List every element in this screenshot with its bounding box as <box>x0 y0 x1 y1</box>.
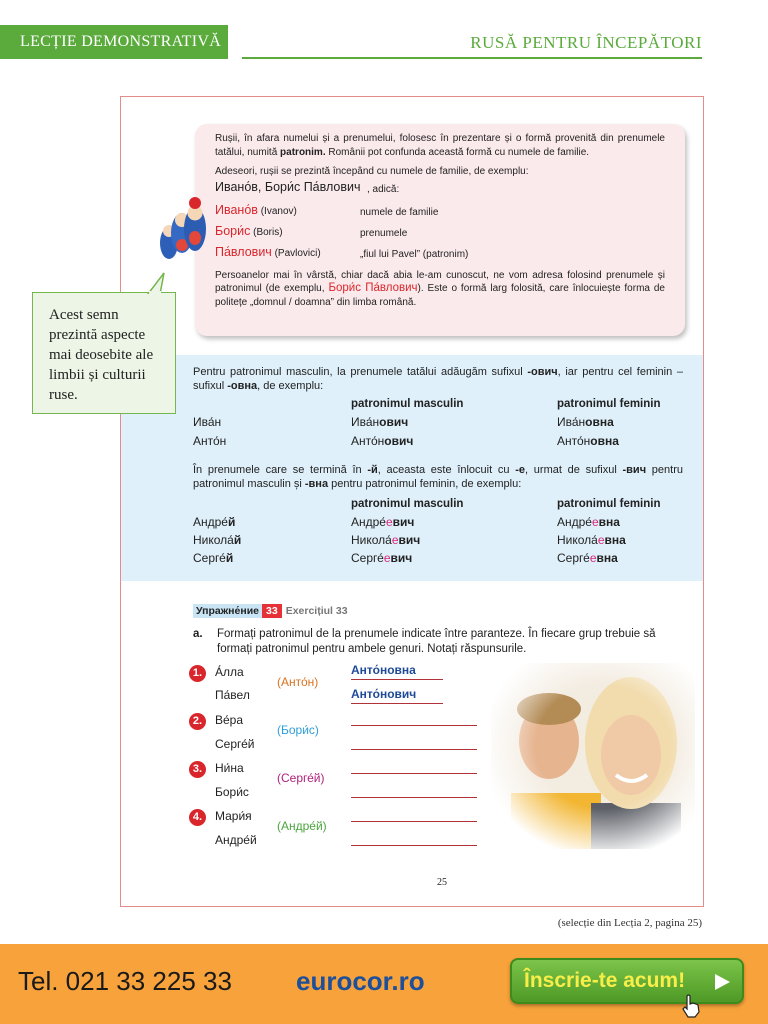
hand-cursor-icon <box>680 994 702 1018</box>
father-name-hint: (Анто́н) <box>277 675 319 689</box>
exercise-name: А́лла <box>215 665 244 679</box>
textbook-page <box>120 96 704 907</box>
matryoshka-icon <box>157 193 207 265</box>
father-name-hint: (Бори́с) <box>277 723 319 737</box>
grammar-paragraph-2: În prenumele care se termină în -й, aceasta este înlocuit cu -е, urmat de sufixul -вич pentru patronimul masculin și -вна pentru patronimul feminin, de exemplu: <box>193 464 683 490</box>
exercise-name: Па́вел <box>215 688 250 702</box>
answer-field[interactable] <box>351 829 477 846</box>
answer-field[interactable]: Анто́нович <box>351 687 443 704</box>
father-name-hint: (Андре́й) <box>277 819 327 833</box>
phone-number[interactable]: Tel. 021 33 225 33 <box>18 966 232 996</box>
page-number: 25 <box>437 877 447 888</box>
info-paragraph-2: Adeseori, rușii se prezintă începând cu numele de familie, de exemplu: <box>215 166 529 177</box>
group-number-badge: 1. <box>189 665 206 682</box>
father-name-hint: (Серге́й) <box>277 771 325 785</box>
name-part-row: Ивано́в (Ivanov) numele de familie <box>215 202 439 218</box>
info-box <box>195 124 685 336</box>
callout-pointer <box>146 272 172 294</box>
enroll-button[interactable] <box>510 958 744 1004</box>
exercise-name: Андре́й <box>215 833 257 847</box>
answer-field[interactable] <box>351 733 477 750</box>
exercise-name: Бори́с <box>215 785 249 799</box>
name-part-row: Бори́с (Boris) prenumele <box>215 223 408 239</box>
exercise-name: Серге́й <box>215 737 255 751</box>
answer-field[interactable] <box>351 709 477 726</box>
source-note: (selecție din Lecția 2, pagina 25) <box>557 917 702 929</box>
answer-field[interactable] <box>351 757 477 774</box>
info-paragraph-1: Rușii, în afara numelui și a prenumelui, folosesc în prezentare și o formă provenită din prenumele tatălui, numită patronim. Românii pot confunda această formă cu numele de familie. <box>215 133 665 158</box>
exercise-name: Мари́я <box>215 809 252 823</box>
website-link[interactable]: eurocor.ro <box>296 966 425 996</box>
students-photo <box>491 663 695 849</box>
answer-field[interactable] <box>351 805 477 822</box>
enroll-button-label: Înscrie-te acum! <box>524 969 686 992</box>
grammar-box <box>121 355 703 581</box>
exercise-name: Ве́ра <box>215 713 244 727</box>
name-part-row: Па́влович (Pavlovici) „fiul lui Pavel” (patronim) <box>215 244 469 260</box>
patronym-table-2: patronimul masculin patronimul feminin Андре́й Андре́евич Андре́евна Никола́й Никола́евич Никола́евна Серге́й Серге́евич Серге́евна <box>193 498 661 565</box>
exercise-task: a. Formați patronimul de la prenumele indicate între paranteze. În fiecare grup trebuie să formați patronimul pentru ambele genuri. Notați răspunsurile. <box>193 628 656 655</box>
patronym-table-1: patronimul masculin patronimul feminin Ива́н Ива́нович Ива́новна Анто́н Анто́нович Анто́новна <box>193 398 661 448</box>
answer-field[interactable]: Анто́новна <box>351 663 443 680</box>
group-number-badge: 3. <box>189 761 206 778</box>
example-name-row: Ивано́в, Бори́с Па́влович , adică: <box>215 179 400 195</box>
group-number-badge: 4. <box>189 809 206 826</box>
culture-callout: Acest semn prezintă aspecte mai deosebite ale limbii și culturii ruse. <box>32 292 176 414</box>
answer-field[interactable] <box>351 781 477 798</box>
grammar-paragraph-1: Pentru patronimul masculin, la prenumele tatălui adăugăm sufixul -ович, iar pentru cel feminin – sufixul -овна, de exemplu: <box>193 366 684 392</box>
exercise-header: Упражне́ние 33 Exercițiul 33 <box>193 605 348 617</box>
exercise-name: Ни́на <box>215 761 244 775</box>
lesson-label: LECȚIE DEMONSTRATIVĂ <box>0 25 228 59</box>
course-title: RUSĂ PENTRU ÎNCEPĂTORI <box>470 33 702 52</box>
footer-bar <box>0 944 768 1024</box>
play-arrow-icon <box>712 972 732 992</box>
header-divider <box>242 57 702 59</box>
group-number-badge: 2. <box>189 713 206 730</box>
info-paragraph-3: Persoanelor mai în vârstă, chiar dacă abia le-am cunoscut, ne vom adresa folosind prenumele și patronimul (de exemplu, Бори́с Па́влович). Este o formă larg folosită, care înlocuiește forma de politețe „domnul / doamna” din limba română. <box>215 269 665 308</box>
